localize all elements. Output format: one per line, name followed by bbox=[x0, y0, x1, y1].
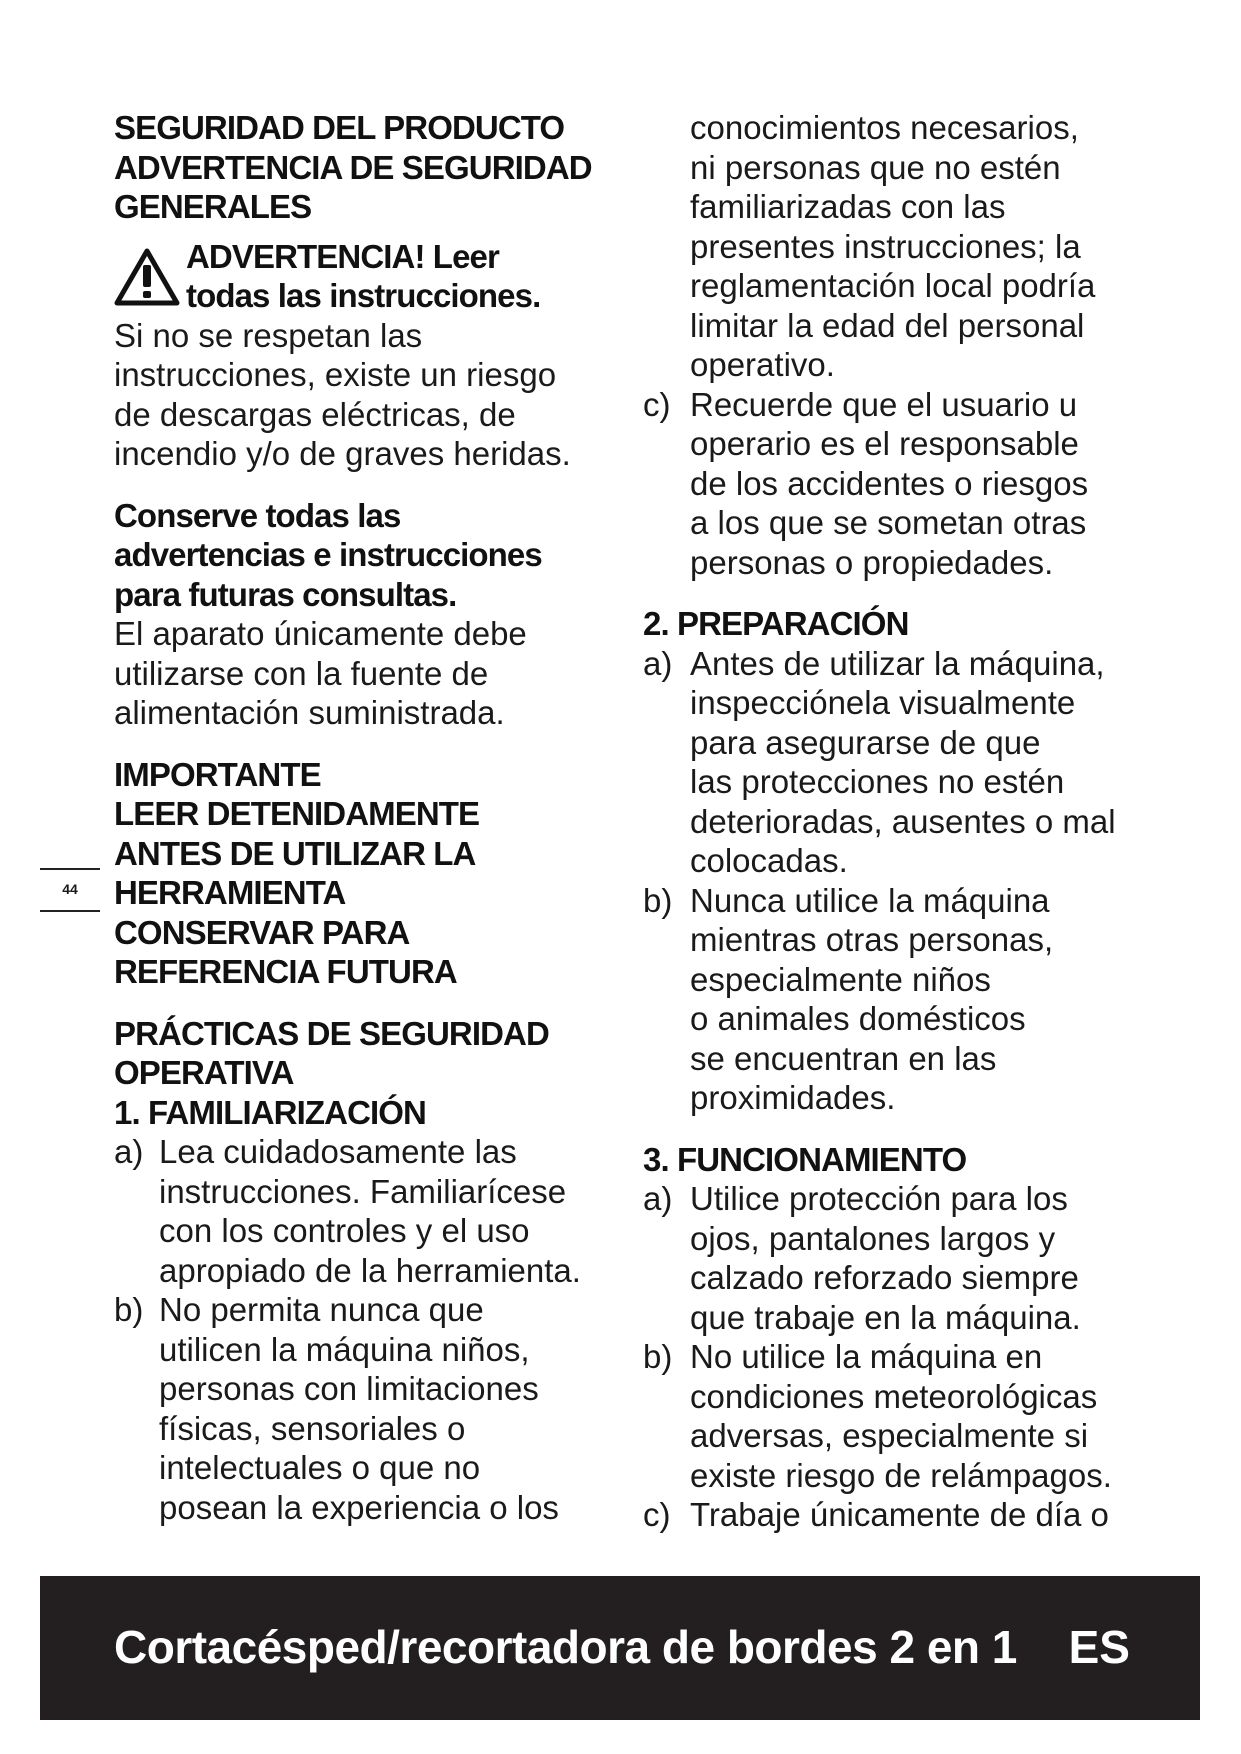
page-number-rule-bottom bbox=[40, 910, 100, 912]
section-1-title: 1. FAMILIARIZACIÓN bbox=[114, 1093, 426, 1131]
warning-text: Si no se respetan las instrucciones, existe un riesgo de descargas eléctricas, de incendio y/o de graves heridas. bbox=[114, 316, 571, 472]
keep-instructions-heading: Conserve todas las advertencias e instrucciones para futuras consultas. bbox=[114, 496, 542, 613]
language-code: ES bbox=[1068, 1621, 1130, 1673]
safety-practices-heading: PRÁCTICAS DE SEGURIDAD OPERATIVA bbox=[114, 1014, 549, 1091]
page-number: 44 bbox=[62, 881, 78, 897]
important-heading: IMPORTANTE LEER DETENIDAMENTE ANTES DE UTILIZAR LA HERRAMIENTA CONSERVAR PARA REFERENCIA FUTURA bbox=[114, 755, 480, 990]
power-supply-text: El aparato únicamente debe utilizarse con la fuente de alimentación suministrada. bbox=[114, 615, 527, 731]
list-item: b) No permita nunca que utilicen la máquina niños, personas con limitaciones físicas, sensoriales o intelectuales o que no posean la experiencia o los bbox=[114, 1291, 559, 1526]
list-item: b) No utilice la máquina en condiciones meteorológicas adversas, especialmente si existe riesgo de relámpagos. bbox=[643, 1338, 1112, 1494]
right-column bbox=[643, 108, 1133, 1535]
page-number-rule-top bbox=[40, 868, 100, 870]
list-item: a) Lea cuidadosamente las instrucciones. Familiarícese con los controles y el uso apropiado de la herramienta. bbox=[114, 1133, 581, 1289]
list-item: a) Utilice protección para los ojos, pantalones largos y calzado reforzado siempre que trabaje en la máquina. bbox=[643, 1180, 1081, 1336]
left-column bbox=[114, 108, 614, 1527]
footer-bar bbox=[40, 1576, 1200, 1720]
list-item: c) Trabaje únicamente de día o bbox=[643, 1496, 1109, 1533]
warning-title: ADVERTENCIA! Leer todas las instrucciones. bbox=[186, 237, 541, 314]
section-3-title: 3. FUNCIONAMIENTO bbox=[643, 1140, 967, 1178]
warning-triangle-icon bbox=[114, 247, 180, 307]
list-item: a) Antes de utilizar la máquina, inspecciónela visualmente para asegurarse de que las protecciones no estén deterioradas, ausentes o mal colocadas. bbox=[643, 644, 1116, 879]
list-item: c) Recuerde que el usuario u operario es el responsable de los accidentes o riesgos a los que se sometan otras personas o propiedades. bbox=[643, 385, 1089, 581]
continued-text: conocimientos necesarios, ni personas que no estén familiarizadas con las presentes instrucciones; la reglamentación local podría limitar la edad del personal operativo. bbox=[690, 109, 1096, 383]
warning-block bbox=[114, 237, 614, 316]
list-item: b) Nunca utilice la máquina mientras otras personas, especialmente niños o animales domésticos se encuentran en las proximidades. bbox=[643, 881, 1054, 1116]
section-2-title: 2. PREPARACIÓN bbox=[643, 605, 909, 642]
footer-title: Cortacésped/recortadora de bordes 2 en 1 bbox=[114, 1621, 1017, 1673]
product-safety-heading: SEGURIDAD DEL PRODUCTO ADVERTENCIA DE SEGURIDAD GENERALES bbox=[114, 109, 592, 225]
